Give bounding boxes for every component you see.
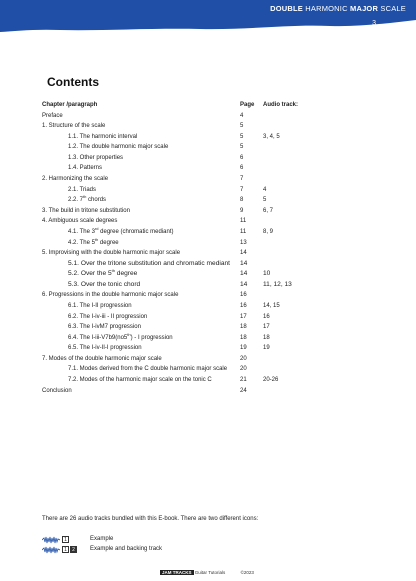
toc-row — [42, 174, 382, 185]
toc-row — [42, 153, 382, 164]
toc-row — [42, 280, 382, 291]
toc-page: 16 — [240, 302, 247, 309]
toc-audio: 8, 9 — [263, 228, 274, 235]
toc-page: 11 — [240, 228, 247, 235]
toc-page: 5 — [240, 133, 244, 140]
toc-audio: 17 — [263, 324, 270, 331]
toc-title: 4.1. The 3rd degree (chromatic mediant) — [68, 225, 174, 235]
track-box: 1 — [62, 546, 69, 553]
toc-page: 20 — [240, 366, 247, 373]
toc-title: 2.2. 7th chords — [68, 194, 107, 204]
toc-row — [42, 343, 382, 354]
toc-audio: 6, 7 — [263, 207, 274, 214]
toc-title: 4. Ambiguous scale degrees — [42, 218, 118, 225]
toc-title: 7. Modes of the double harmonic major scale — [42, 355, 162, 362]
legend-label: Example and backing track — [90, 546, 163, 552]
toc-title: 6.3. The I-ivM7 progression — [68, 324, 141, 331]
toc-title: 4.2. The 5th degree — [68, 236, 119, 246]
toc-row — [42, 354, 382, 365]
toc-page: 21 — [240, 377, 247, 384]
toc-page: 7 — [240, 176, 244, 183]
toc-row — [42, 142, 382, 153]
toc-row — [42, 163, 382, 174]
toc-title: 5.2. Over the 5th degree — [68, 268, 138, 278]
brand-subtitle: Guitar Tutorials — [194, 570, 226, 575]
toc-row — [42, 248, 382, 259]
audio-wave-icon — [42, 546, 60, 554]
toc-audio: 14, 15 — [263, 302, 280, 309]
toc-page: 6 — [240, 154, 244, 161]
toc-row — [42, 132, 382, 143]
page-number: 3 — [372, 20, 376, 27]
toc-page: 16 — [240, 292, 247, 299]
toc-title: 1.4. Patterns — [68, 165, 103, 172]
toc-page: 14 — [240, 250, 247, 257]
audio-wave-icon — [42, 536, 60, 544]
toc-page: 18 — [240, 324, 247, 331]
toc-title: 6.1. The I-II progression — [68, 302, 132, 309]
toc-title: 7.2. Modes of the harmonic major scale on the tonic C — [68, 377, 212, 384]
toc-title: 6.4. The I-iii-V7b9(no5th) - I progression — [68, 331, 173, 341]
toc-page: 5 — [240, 123, 244, 130]
toc-page: 5 — [240, 144, 244, 151]
toc-row — [42, 111, 382, 122]
toc-page: 18 — [240, 334, 247, 341]
toc-title: 5. Improvising with the double harmonic major scale — [42, 250, 181, 257]
track-box: 2 — [70, 546, 77, 553]
toc-row — [42, 386, 382, 397]
brand-logo: JAM TRACKS — [162, 570, 192, 575]
toc-row — [42, 185, 382, 196]
toc-row — [42, 227, 382, 238]
book-title: DOUBLE HARMONIC MAJOR SCALE — [270, 4, 406, 13]
toc-page: 24 — [240, 387, 247, 394]
toc-page: 17 — [240, 313, 247, 320]
toc-title: 2. Harmonizing the scale — [42, 176, 109, 183]
toc-page: 7 — [240, 186, 244, 193]
copyright: ©2023 — [240, 570, 254, 575]
toc-title: Preface — [42, 112, 63, 119]
toc-title: 2.1. Triads — [68, 186, 97, 193]
toc-page: 14 — [240, 270, 248, 278]
footer — [160, 570, 254, 575]
column-chapter: Chapter /paragraph — [42, 102, 98, 108]
toc-row — [42, 322, 382, 333]
toc-page: 13 — [240, 239, 247, 246]
toc-row — [42, 259, 382, 270]
toc-page: 9 — [240, 207, 244, 214]
toc-page: 14 — [240, 280, 248, 288]
toc-audio: 11, 12, 13 — [263, 280, 292, 288]
toc-audio: 16 — [263, 313, 270, 320]
toc-title: 1.2. The double harmonic major scale — [68, 144, 169, 151]
toc-title: 3. The build in tritone substitution — [42, 207, 130, 214]
toc-audio: 19 — [263, 345, 270, 352]
toc-row — [42, 364, 382, 375]
toc-title: 1.3. Other properties — [68, 154, 124, 161]
toc-title: 1. Structure of the scale — [42, 123, 106, 130]
toc-title: 6.2. The I-iv-iii - II progression — [68, 313, 148, 320]
toc-row — [42, 121, 382, 132]
toc-row — [42, 206, 382, 217]
toc-page: 4 — [240, 112, 244, 119]
toc-row — [42, 290, 382, 301]
toc-row — [42, 312, 382, 323]
legend-label: Example — [90, 536, 114, 542]
toc-page: 20 — [240, 355, 247, 362]
toc-audio: 20-26 — [263, 377, 279, 384]
toc-row — [42, 195, 382, 206]
column-audio: Audio track: — [263, 102, 299, 108]
toc-title: 5.3. Over the tonic chord — [68, 280, 141, 288]
track-box: 1 — [62, 536, 69, 543]
table-of-contents — [42, 100, 382, 396]
toc-audio: 5 — [263, 197, 267, 204]
toc-title: 6.5. The I-iv-II-I progression — [68, 345, 142, 352]
toc-row — [42, 238, 382, 249]
toc-page: 19 — [240, 345, 247, 352]
toc-title: 5.1. Over the tritone substitution and chromatic mediant — [68, 259, 230, 267]
toc-page: 6 — [240, 165, 244, 172]
toc-audio: 10 — [263, 270, 271, 278]
page-title: Contents — [47, 75, 99, 89]
toc-audio: 18 — [263, 334, 270, 341]
toc-audio: 4 — [263, 186, 267, 193]
toc-row — [42, 333, 382, 344]
toc-title: 1.1. The harmonic interval — [68, 133, 138, 140]
audio-note: There are 26 audio tracks bundled with this E-book. There are two different icons: — [42, 516, 259, 522]
toc-audio: 3, 4, 5 — [263, 133, 280, 140]
toc-page: 14 — [240, 259, 248, 267]
toc-title: Conclusion — [42, 387, 72, 394]
toc-header-row — [42, 100, 382, 111]
toc-row — [42, 269, 382, 280]
toc-row — [42, 216, 382, 227]
toc-title: 7.1. Modes derived from the C double harmonic major scale — [68, 366, 228, 373]
toc-title: 6. Progressions in the double harmonic major scale — [42, 292, 179, 299]
toc-page: 11 — [240, 218, 247, 225]
toc-page: 8 — [240, 197, 244, 204]
toc-row — [42, 375, 382, 386]
column-page: Page — [240, 102, 255, 108]
toc-row — [42, 301, 382, 312]
